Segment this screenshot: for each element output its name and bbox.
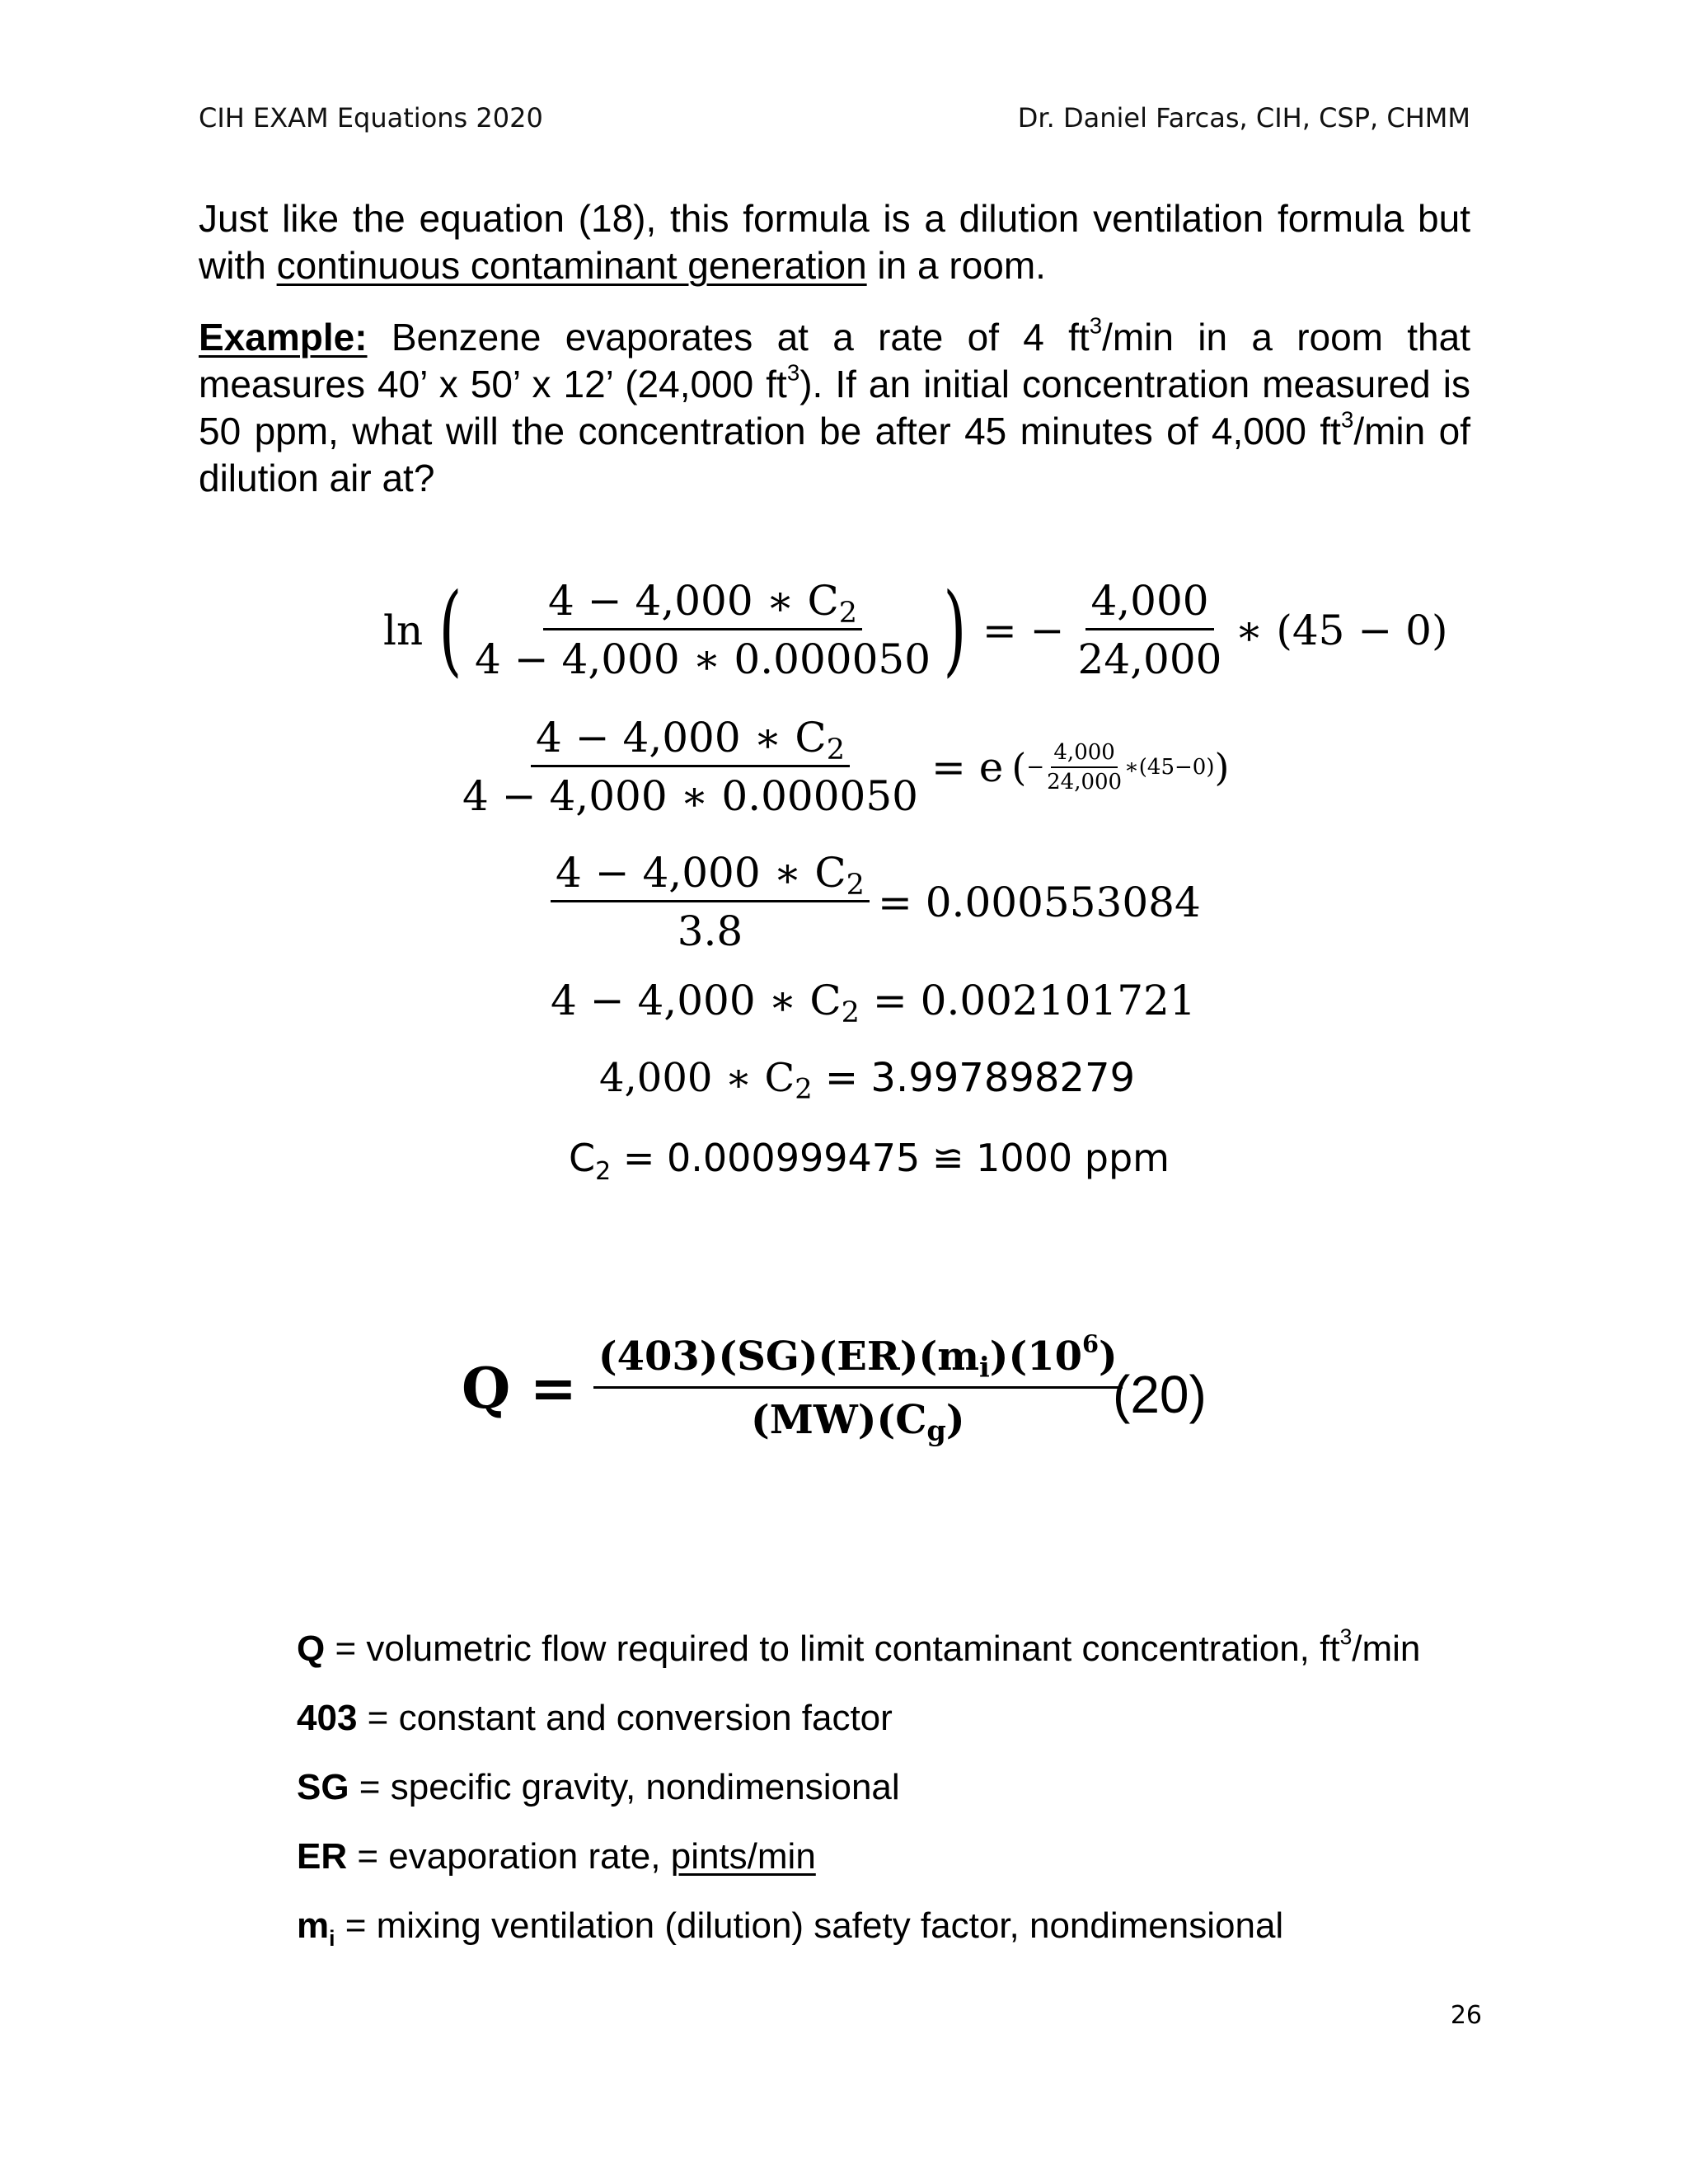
equation-number: (20) (1113, 1365, 1207, 1424)
header-title: CIH EXAM Equations 2020 (199, 102, 543, 134)
solution-step-3: $\frac{4 - 4,000 ∗ C_2}{3.8}$ = 0.000553084 (551, 849, 1209, 955)
solution-step-4: 4 − 4,000 ∗ $C_2 = 0.002101721$ (551, 977, 1196, 1029)
exponent: ( − $\frac{4,000}{24,000}$ ∗(45−0) ) (1011, 739, 1230, 794)
solution-result: $C_2 = 0.000999475$ ≌ 1000 ppm (569, 1136, 1170, 1187)
definition-403: 403 = constant and conversion factor (297, 1698, 893, 1738)
page-number: 26 (1450, 2001, 1482, 2030)
intro-underlined-phrase: continuous contaminant generation (276, 244, 867, 287)
definition-q: Q = volumetric flow required to limit contaminant concentration, $ft^3/\min$ (297, 1624, 1421, 1669)
intro-paragraph: Just like the equation (18), this formula is a dilution ventilation formula but with continuous contaminant generation in a room. (199, 197, 1470, 287)
solution-step-5: 4,000 ∗ $C_2 = 3.997898279$ (599, 1055, 1136, 1105)
header-author: Dr. Daniel Farcas, CIH, CSP, CHMM (1017, 102, 1470, 134)
definition-sg: SG = specific gravity, nondimensional (297, 1767, 900, 1807)
definition-er: ER = evaporation rate, pints/min (297, 1836, 816, 1877)
definition-mi: $m_i$ = mixing ventilation (dilution) safety factor, nondimensional (297, 1905, 1284, 1951)
example-paragraph: Example: Benzene evaporates at a rate of 4 $ft^3/\min$ in a room that measures 40’ x 50’ x 12’ (24,000 $ft^3$). If an initial concentration measured is 50 ppm, what will the concentration be after 45 minutes of 4,000 $ft^3/\min$ of dilution air at? (199, 312, 1471, 499)
solution-step-1: ln ( $\frac{4 - 4,000 ∗ C_2}{4 - 4,000 ∗ 0.000050}$ ) = − $\frac{4,000}{24,000}$ ∗ (45 − 0) (383, 572, 1448, 687)
equation-20: Q = $\frac{(403)(SG)(ER)(m_i)(10^6)}{(MW)(C_g)}$ (462, 1333, 1123, 1443)
variable-definitions (297, 1624, 1421, 1974)
solution-step-2: $\frac{4 - 4,000 ∗ C_2}{4 - 4,000 ∗ 0.000050}$ = e ( − $\frac{4,000}{24,000}$ ∗(45−0) ) (462, 714, 1230, 820)
example-label: Example: (199, 316, 368, 359)
